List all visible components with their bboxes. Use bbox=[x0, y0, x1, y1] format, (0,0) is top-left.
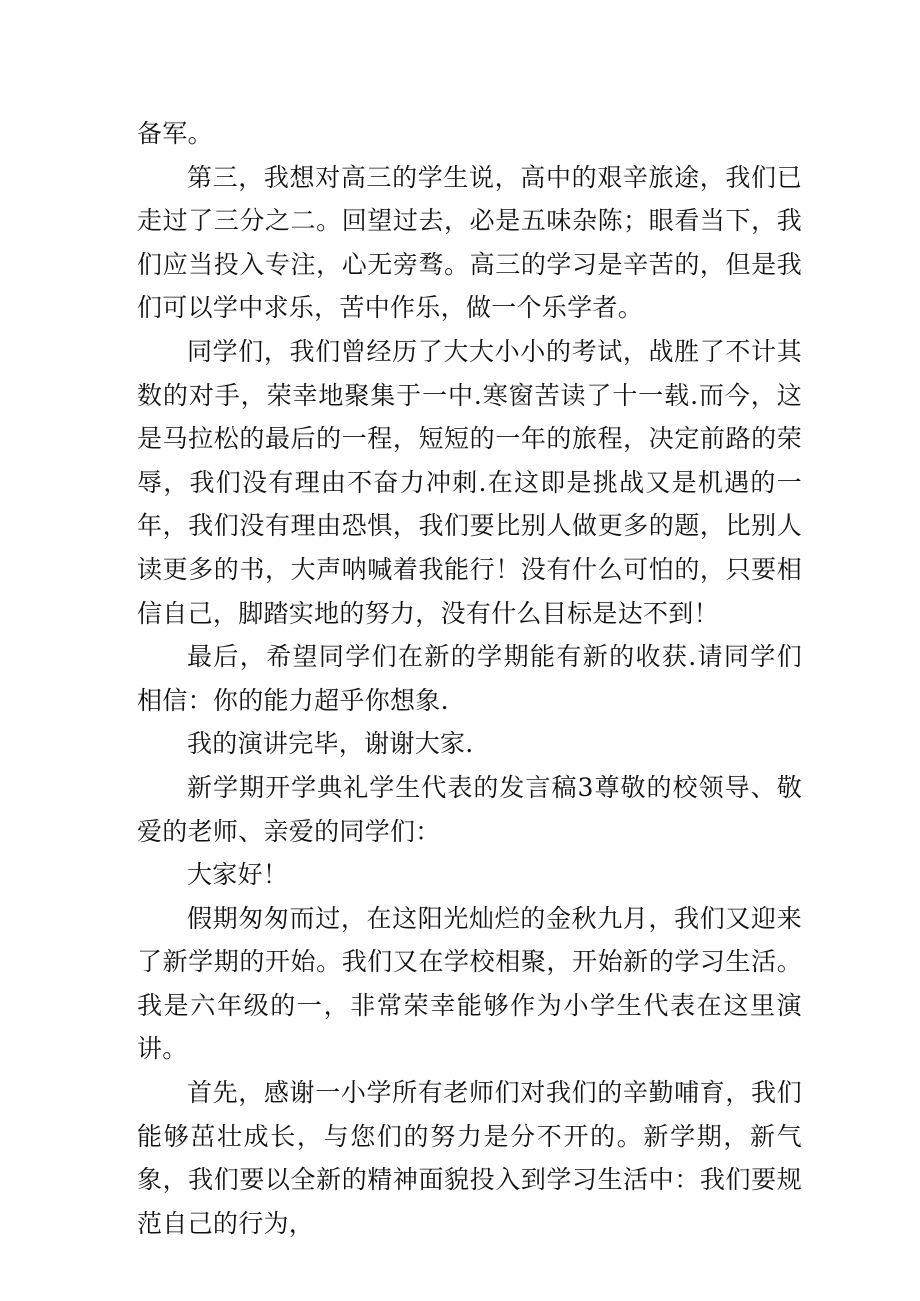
paragraph-vacation: 假期匆匆而过，在这阳光灿烂的金秋九月，我们又迎来了新学期的开始。我们又在学校相聚，开始新的学习生活。我是六年级的一，非常荣幸能够作为小学生代表在这里演讲。 bbox=[137, 903, 802, 1064]
paragraph-third-point: 第三，我想对高三的学生说，高中的艰辛旅途，我们已走过了三分之二。回望过去，必是五味杂陈；眼看当下，我们应当投入专注，心无旁骛。高三的学习是辛苦的，但是我们可以学中求乐，苦中作乐，做一个乐学者。 bbox=[137, 162, 802, 323]
paragraph-closing: 我的演讲完毕，谢谢大家. bbox=[187, 729, 474, 759]
paragraph-greeting: 大家好！ bbox=[187, 860, 289, 890]
document-body bbox=[137, 112, 802, 1245]
paragraph-thanks-teachers: 首先，感谢一小学所有老师们对我们的辛勤哺育，我们能够茁壮成长，与您们的努力是分不开的。新学期，新气象，我们要以全新的精神面貌投入到学习生活中：我们要规范自己的行为， bbox=[137, 1078, 802, 1238]
paragraph-finally: 最后，希望同学们在新的学期能有新的收获.请同学们相信：你的能力超乎你想象. bbox=[137, 642, 802, 715]
paragraph-classmates: 同学们，我们曾经历了大大小小的考试，战胜了不计其数的对手，荣幸地聚集于一中.寒窗苦读了十一载.而今，这是马拉松的最后的一程，短短的一年的旅程，决定前路的荣辱，我们没有理由不奋力冲刺.在这即是挑战又是机遇的一年，我们没有理由恐惧，我们要比别人做更多的题，比别人读更多的书，大声呐喊着我能行！没有什么可怕的，只要相信自己，脚踏实地的努力，没有什么目标是达不到！ bbox=[137, 336, 802, 628]
paragraph-continuation: 备军。 bbox=[137, 119, 213, 148]
paragraph-speech-3-title: 新学期开学典礼学生代表的发言稿3尊敬的校领导、敬爱的老师、亲爱的同学们： bbox=[137, 772, 802, 846]
